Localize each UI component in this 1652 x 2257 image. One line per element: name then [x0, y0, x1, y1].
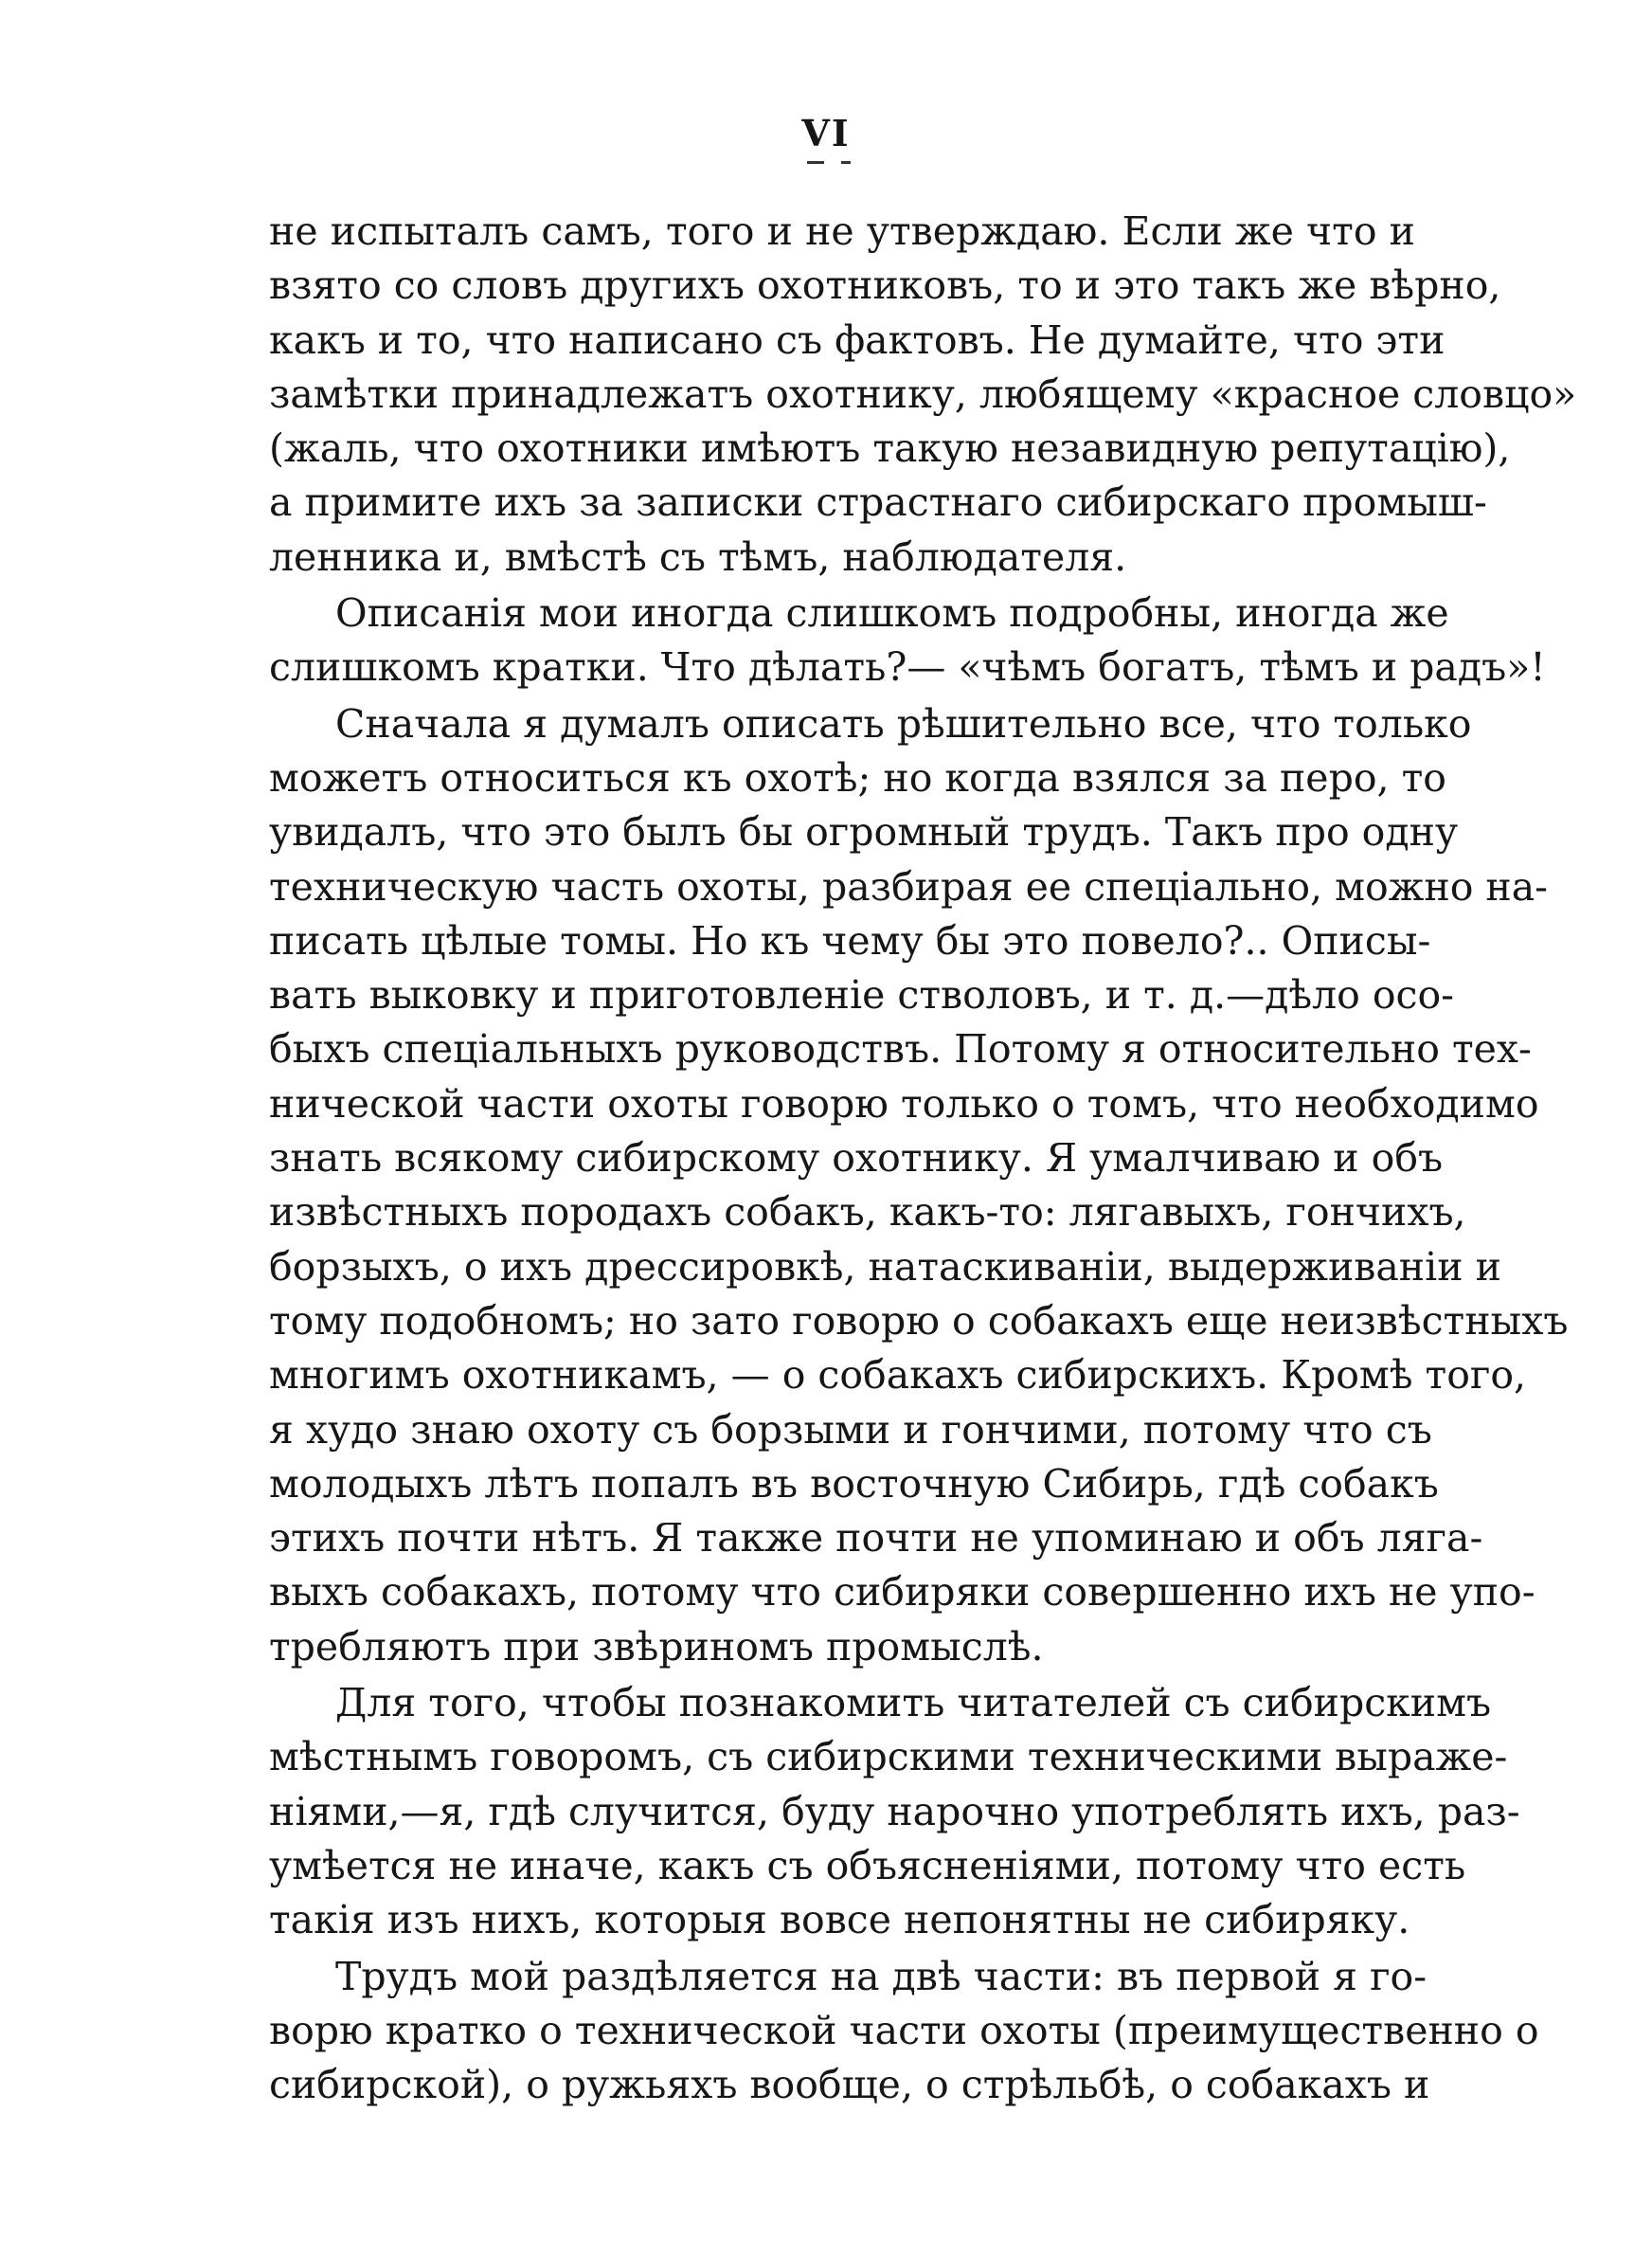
paragraph	[269, 1950, 1539, 2113]
text-line: требляютъ при звѣриномъ промыслѣ.	[269, 1623, 1044, 1670]
body-text	[269, 205, 1577, 2112]
paragraph	[269, 205, 1577, 585]
text-line: быхъ спеціальныхъ руководствъ. Потому я относительно тех-	[269, 1026, 1532, 1073]
text-line: Для того, чтобы познакомить читателей съ сибирскимъ	[335, 1680, 1492, 1726]
text-line: ніями,—я, гдѣ случится, буду нарочно употреблять ихъ, раз-	[269, 1788, 1520, 1834]
text-line: такія изъ нихъ, которыя вовсе непонятны не сибиряку.	[269, 1897, 1410, 1943]
text-line: увидалъ, что это былъ бы огромный трудъ. Такъ про одну	[269, 809, 1459, 856]
text-line: борзыхъ, о ихъ дрессировкѣ, натаскиваніи, выдерживаніи и	[269, 1243, 1501, 1290]
text-line: сибирской), о ружьяхъ вообще, о стрѣльбѣ, о собакахъ и	[269, 2062, 1430, 2108]
text-line: а примите ихъ за записки страстнаго сибирскаго промыш-	[269, 479, 1487, 526]
text-line: тому подобномъ; но зато говорю о собакахъ еще неизвѣстныхъ	[269, 1297, 1569, 1344]
text-line: слишкомъ кратки. Что дѣлать?— «чѣмъ богатъ, тѣмъ и радъ»!	[269, 644, 1546, 691]
text-line: вать выковку и приготовленіе стволовъ, и т. д.—дѣло осо-	[269, 972, 1455, 1019]
text-line: умѣется не иначе, какъ съ объясненіями, потому что есть	[269, 1842, 1466, 1888]
paragraph	[269, 587, 1546, 695]
page-number-underline	[807, 161, 864, 165]
text-line: ворю кратко о технической части охоты (преимущественно о	[269, 2007, 1539, 2053]
text-line: техническую часть охоты, разбирая ее спеціально, можно на-	[269, 863, 1549, 910]
text-line: писать цѣлые томы. Но къ чему бы это повело?.. Описы-	[269, 917, 1431, 964]
text-line: можетъ относиться къ охотѣ; но когда взялся за перо, то	[269, 754, 1446, 801]
text-line: ленника и, вмѣстѣ съ тѣмъ, наблюдателя.	[269, 533, 1127, 580]
paragraph	[269, 697, 1569, 1674]
text-line: взято со словъ другихъ охотниковъ, то и это такъ же вѣрно,	[269, 262, 1501, 309]
text-line: Сначала я думалъ описать рѣшительно все, что только	[335, 700, 1472, 747]
text-line: выхъ собакахъ, потому что сибиряки совершенно ихъ не упо-	[269, 1569, 1535, 1616]
text-line: знать всякому сибирскому охотнику. Я умалчиваю и объ	[269, 1135, 1444, 1182]
text-line: Трудъ мой раздѣляется на двѣ части: въ первой я го-	[335, 1953, 1428, 1999]
text-line: мѣстнымъ говоромъ, съ сибирскими техническими выраже-	[269, 1734, 1508, 1780]
text-line: многимъ охотникамъ, — о собакахъ сибирскихъ. Кромѣ того,	[269, 1352, 1527, 1399]
text-line: молодыхъ лѣтъ попалъ въ восточную Сибирь, гдѣ собакъ	[269, 1460, 1439, 1507]
text-line: извѣстныхъ породахъ собакъ, какъ-то: лягавыхъ, гончихъ,	[269, 1189, 1466, 1236]
text-line: (жаль, что охотники имѣютъ такую незавидную репутацію),	[269, 425, 1511, 472]
page-number: VI	[801, 112, 851, 154]
text-line: я худо знаю охоту съ борзыми и гончими, потому что съ	[269, 1406, 1432, 1453]
text-line: замѣтки принадлежатъ охотнику, любящему «красное словцо»	[269, 370, 1577, 417]
text-line: Описанія мои иногда слишкомъ подробны, иногда же	[335, 590, 1449, 637]
text-line: какъ и то, что написано съ фактовъ. Не думайте, что эти	[269, 316, 1446, 363]
text-line: этихъ почти нѣтъ. Я также почти не упоминаю и объ ляга-	[269, 1515, 1483, 1562]
text-line: нической части охоты говорю только о томъ, что необходимо	[269, 1080, 1539, 1127]
text-line: не испыталъ самъ, того и не утверждаю. Если же что и	[269, 208, 1415, 254]
paragraph	[269, 1676, 1520, 1947]
